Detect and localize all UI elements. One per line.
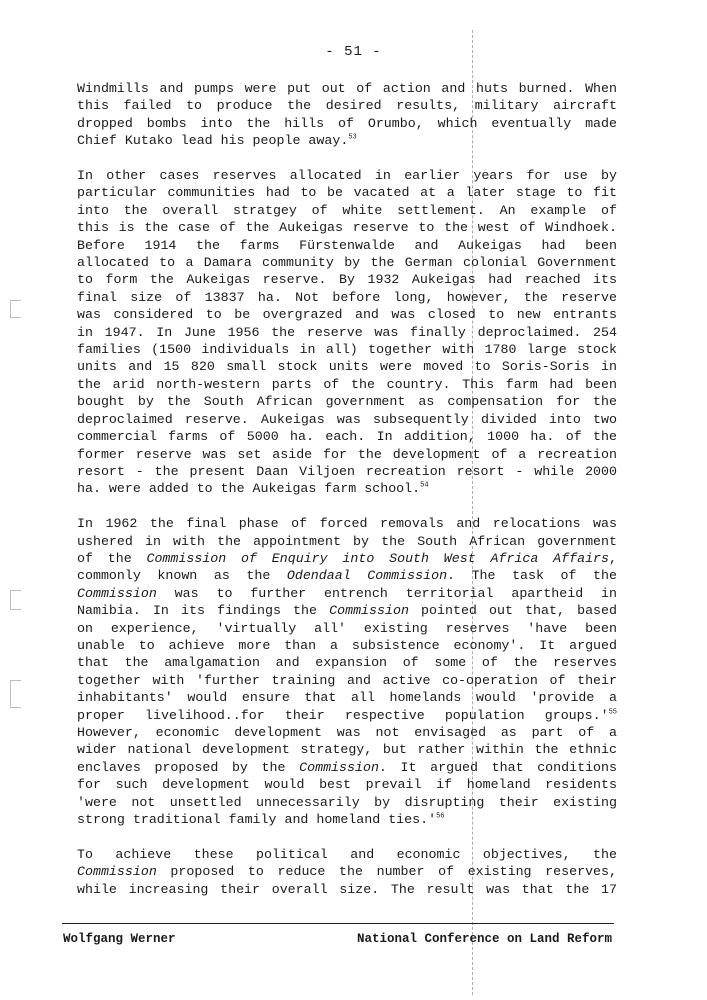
footer-rule [62,923,614,924]
text-line: Namibia. In its findings the Commission pointed out that, based [77,603,617,619]
text-line: Before 1914 the farms Fürstenwalde and Aukeigas had been [77,237,617,253]
text-line: strong traditional family and homeland $ties.'^{56}$ [77,812,445,828]
text-line: bought by the South African government as compensation for the [77,394,617,410]
footnote-marker: 53 [348,133,357,142]
text-line: dropped bombs into the hills of Orumbo, which eventually made [77,115,617,131]
footer-conference: National Conference on Land Reform [356,932,612,946]
text-line: in 1947. In June 1956 the reserve was finally deproclaimed. 254 [77,324,617,340]
margin-mark [10,680,21,708]
text-line: Commission proposed to reduce the number of existing reserves, [77,864,617,880]
text-line: that the amalgamation and expansion of some of the reserves [77,655,617,671]
text-line: Windmills and pumps were put out of action and huts burned. When [77,81,617,96]
paragraph [77,167,617,498]
text-line: allocated to a Damara community by the German colonial Government [77,255,617,271]
text-line: In other cases reserves allocated in earlier years for use by [77,168,617,184]
text-line: In 1962 the final phase of forced removals and relocations was [77,516,617,532]
text-line: enclaves proposed by the Commission. It argued that conditions [77,759,617,775]
footer-author: Wolfgang Werner [63,932,176,946]
text-line: deproclaimed reserve. Aukeigas was subsequently divided into two [77,411,617,427]
text-line: commonly known as the Odendaal Commission. The task of the [77,568,617,584]
text-line: ushered in with the appointment by the South African government [77,533,617,549]
text-line: on experience, 'virtually all' existing reserves 'have been [77,620,617,636]
text-line: while increasing their overall size. The result was that the 17 [77,881,617,897]
text-line: families (1500 individuals in all) together with 1780 large stock [77,342,617,358]
footnote-marker: 55 [608,708,617,717]
footnote-marker: 54 [420,481,429,490]
text-line: was considered to be overgrazed and was closed to new entrants [77,307,617,323]
text-line: former reserve was set aside for the development of a recreation [77,446,617,462]
text-line: commercial farms of 5000 ha. each. In addition, 1000 ha. of the [77,429,617,445]
text-line: However, economic development was not envisaged as part of a [77,725,617,740]
paragraph [77,80,617,150]
footnote-marker: 56 [436,812,445,821]
text-line: wider national development strategy, but rather within the ethnic [77,742,617,758]
text-line: this is the case of the Aukeigas reserve to the west of Windhoek. [77,220,617,236]
text-line: the arid north-western parts of the country. This farm had been [77,376,617,392]
text-line: into the overall stratgey of white settlement. An example of [77,202,617,218]
text-line: 'were not unsettled unnecessarily by disrupting their existing [77,794,617,810]
document-body [77,80,617,915]
text-line: unable to achieve more than a subsistence economy'. It argued [77,637,617,653]
text-line: particular communities had to be vacated at a later stage to fit [77,185,617,201]
margin-mark [10,300,21,318]
page-number: - 51 - [325,44,382,60]
text-line: for such development would best prevail if homeland residents [77,777,617,793]
text-line: final size of 13837 ha. Not before long, however, the reserve [77,289,617,305]
text-line: units and 15 820 small stock units were moved to Soris-Soris in [77,359,617,375]
text-line: proper livelihood..for their respective population $groups.'^{55}$ [77,707,617,723]
text-line: ha. were added to the Aukeigas farm school.$^{54}$ [77,481,429,497]
text-line: Commission was to further entrench territorial apartheid in [77,585,617,601]
margin-mark [10,590,21,610]
text-line: this failed to produce the desired results, military aircraft [77,98,617,114]
paragraph [77,846,617,898]
paragraph [77,515,617,828]
text-line: To achieve these political and economic objectives, the [77,846,617,862]
text-line: Chief Kutako lead his people away.$^{53}$ [77,133,357,149]
text-line: together with 'further training and active co-operation of their [77,672,617,688]
text-line: resort - the present Daan Viljoen recreation resort - while 2000 [77,463,617,479]
text-line: inhabitants' would ensure that all homelands would 'provide a [77,690,617,706]
text-line: of the Commission of Enquiry into South West Africa Affairs, [77,550,617,566]
text-line: to form the Aukeigas reserve. By 1932 Aukeigas had reached its [77,272,617,288]
